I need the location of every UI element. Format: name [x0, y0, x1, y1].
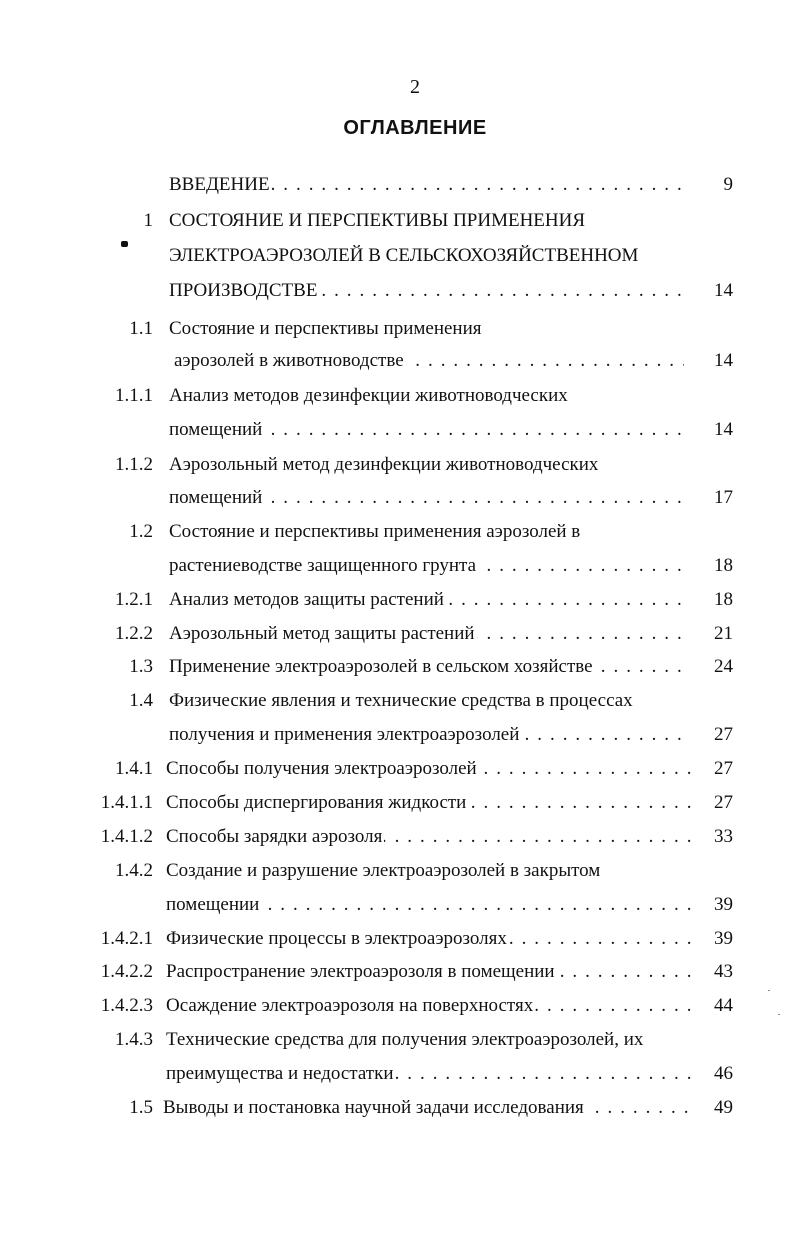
toc-entry-title-with-leader[interactable] [166, 1063, 692, 1085]
toc-entry-title-with-leader[interactable] [169, 487, 689, 509]
toc-entry-title[interactable] [169, 318, 484, 340]
toc-entry-text: Физические процессы в электроаэрозолях [166, 928, 507, 949]
toc-entry-text: Осаждение электроаэрозоля на поверхностях [166, 995, 534, 1016]
toc-entry-title[interactable] [169, 210, 587, 232]
toc-entry-text: преимущества и недостатки [166, 1063, 394, 1084]
toc-entry-page: 14 [714, 419, 733, 440]
toc-entry-page: 39 [714, 928, 733, 949]
toc-entry-text: помещений [169, 487, 263, 508]
toc-entry-title-with-leader[interactable] [169, 174, 689, 196]
toc-entry-text: Применение электроаэрозолей в сельском хозяйстве [169, 656, 593, 677]
toc-entry-title-with-leader[interactable] [169, 589, 689, 611]
toc-entry-number: 1.4.3 [115, 1029, 153, 1050]
toc-entry-text: ВВЕДЕНИЕ [169, 174, 270, 195]
toc-entry-text: помещении [166, 894, 260, 915]
toc-entry-text: Аэрозольный метод защиты растений [169, 623, 475, 644]
toc-entry-page: 14 [714, 350, 733, 371]
toc-entry-title[interactable] [166, 860, 602, 882]
toc-entry-page: 27 [714, 724, 733, 745]
toc-entry-title-with-leader[interactable] [166, 792, 692, 814]
toc-entry-number: 1.4.1.2 [100, 826, 153, 847]
toc-entry-page: 9 [723, 174, 733, 195]
toc-entry-text: Физические явления и технические средства в процессах [169, 690, 633, 711]
toc-entry-number: 1.2 [129, 521, 153, 542]
toc-entry-title-with-leader[interactable] [166, 961, 692, 983]
toc-entry-title-with-leader[interactable] [169, 623, 689, 645]
toc-entry-text: Создание и разрушение электроаэрозолей в закрытом [166, 860, 601, 881]
toc-entry-text: Способы зарядки аэрозоля [166, 826, 383, 847]
toc-entry-number: 1.2.1 [115, 589, 153, 610]
toc-entry-title-with-leader[interactable] [169, 280, 689, 302]
toc-entry-title[interactable] [169, 385, 570, 407]
bullet-mark [121, 241, 128, 247]
toc-entry-number: 1.4.2.1 [100, 928, 153, 949]
toc-entry-page: 39 [714, 894, 733, 915]
scan-speck [768, 990, 770, 991]
toc-entry-title[interactable] [166, 1029, 645, 1051]
toc-entry-title-with-leader[interactable] [169, 419, 689, 441]
toc-entry-page: 18 [714, 589, 733, 610]
toc-entry-number: 1.4.1 [115, 758, 153, 779]
toc-entry-page: 46 [714, 1063, 733, 1084]
toc-entry-text: ЭЛЕКТРОАЭРОЗОЛЕЙ В СЕЛЬСКОХОЗЯЙСТВЕННОМ [169, 245, 639, 266]
toc-entry-number: 1.4.2 [115, 860, 153, 881]
toc-entry-page: 18 [714, 555, 733, 576]
toc-entry-number: 1 [143, 210, 153, 231]
scan-speck [778, 1014, 780, 1015]
toc-entry-page: 14 [714, 280, 733, 301]
toc-entry-number: 1.2.2 [115, 623, 153, 644]
toc-entry-title[interactable] [169, 454, 600, 476]
toc-entry-page: 44 [714, 995, 733, 1016]
toc-entry-page: 49 [714, 1097, 733, 1118]
page-title: ОГЛАВЛЕНИЕ [343, 117, 487, 139]
toc-entry-number: 1.4.2.3 [100, 995, 153, 1016]
toc-entry-title-with-leader[interactable] [163, 1097, 695, 1119]
toc-entry-number: 1.1.1 [115, 385, 153, 406]
toc-entry-title-with-leader[interactable] [174, 350, 684, 372]
toc-entry-title-with-leader[interactable] [166, 928, 692, 950]
toc-entry-title[interactable] [169, 521, 582, 543]
toc-entry-page: 33 [714, 826, 733, 847]
toc-entry-title-with-leader[interactable] [166, 995, 692, 1017]
toc-entry-text: помещений [169, 419, 263, 440]
toc-entry-title-with-leader[interactable] [169, 724, 689, 746]
toc-entry-text: Выводы и постановка научной задачи исследования [163, 1097, 584, 1118]
toc-entry-text: Способы диспергирования жидкости [166, 792, 467, 813]
toc-entry-title-with-leader[interactable] [166, 758, 692, 780]
toc-entry-title[interactable] [169, 245, 640, 267]
toc-entry-page: 43 [714, 961, 733, 982]
toc-entry-text: Распространение электроаэрозоля в помещении [166, 961, 555, 982]
toc-entry-text: Состояние и перспективы применения аэрозолей в [169, 521, 581, 542]
toc-entry-number: 1.5 [129, 1097, 153, 1118]
toc-entry-text: растениеводстве защищенного грунта [169, 555, 476, 576]
toc-entry-text: получения и применения электроаэрозолей [169, 724, 520, 745]
toc-entry-number: 1.1.2 [115, 454, 153, 475]
toc-entry-title-with-leader[interactable] [169, 656, 689, 678]
toc-entry-number: 1.4.1.1 [100, 792, 153, 813]
toc-entry-title-with-leader[interactable] [166, 826, 692, 848]
toc-entry-text: СОСТОЯНИЕ И ПЕРСПЕКТИВЫ ПРИМЕНЕНИЯ [169, 210, 586, 231]
toc-entry-page: 27 [714, 758, 733, 779]
toc-entry-page: 24 [714, 656, 733, 677]
toc-entry-text: Анализ методов защиты растений [169, 589, 444, 610]
toc-entry-text: Технические средства для получения электроаэрозолей, их [166, 1029, 644, 1050]
page-number: 2 [410, 76, 420, 98]
toc-entry-text: Аэрозольный метод дезинфекции животноводческих [169, 454, 599, 475]
toc-entry-number: 1.4.2.2 [100, 961, 153, 982]
toc-entry-text: Анализ методов дезинфекции животноводческих [169, 385, 568, 406]
toc-entry-number: 1.3 [129, 656, 153, 677]
toc-entry-title-with-leader[interactable] [169, 555, 689, 577]
toc-entry-text: аэрозолей в животноводстве [174, 350, 404, 371]
toc-entry-title[interactable] [169, 690, 635, 712]
toc-entry-page: 17 [714, 487, 733, 508]
toc-entry-page: 21 [714, 623, 733, 644]
toc-entry-text: Состояние и перспективы применения [169, 318, 482, 339]
toc-entry-text: Способы получения электроаэрозолей [166, 758, 477, 779]
toc-entry-page: 27 [714, 792, 733, 813]
toc-entry-title-with-leader[interactable] [166, 894, 692, 916]
toc-entry-text: ПРОИЗВОДСТВЕ [169, 280, 318, 301]
toc-entry-number: 1.4 [129, 690, 153, 711]
toc-entry-number: 1.1 [129, 318, 153, 339]
